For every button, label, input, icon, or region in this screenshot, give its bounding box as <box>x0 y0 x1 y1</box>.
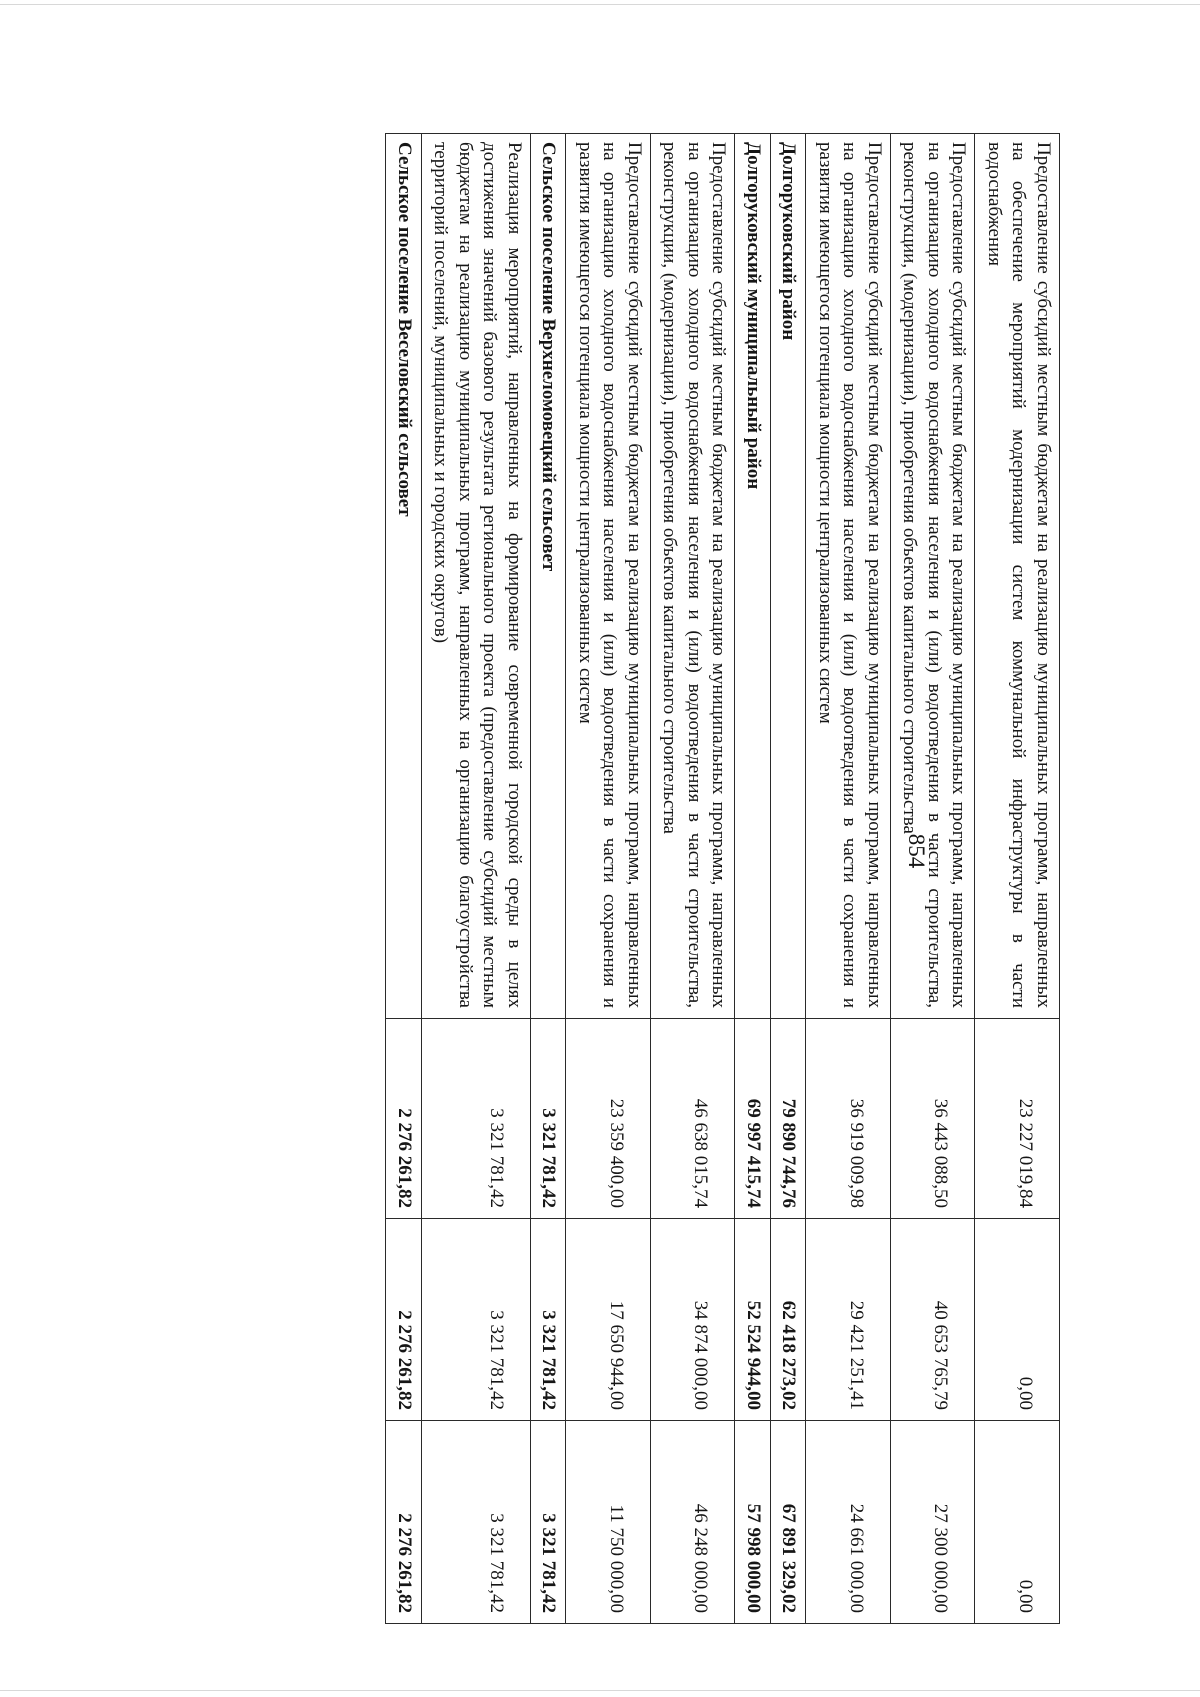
row-name: Долгоруковский район <box>771 134 807 1019</box>
row-value-3: 3 321 781,42 <box>531 1421 567 1624</box>
row-value-2: 34 874 000,00 <box>651 1219 736 1421</box>
row-name: Сельское поселение Верхнеломовецкий сельсовет <box>531 134 567 1019</box>
row-value-2: 2 276 261,82 <box>386 1219 422 1421</box>
row-value-1: 79 890 744,76 <box>771 1019 807 1219</box>
table-row-settlement <box>531 134 567 1624</box>
row-value-3: 11 750 000,00 <box>566 1421 651 1624</box>
row-value-2: 29 421 251,41 <box>806 1219 891 1421</box>
row-name: Предоставление субсидий местным бюджетам на реализацию муниципальных программ, направленных на обеспечение мероприятий модернизации систем коммунальной инфраструктуры в части водоснабжения <box>975 134 1060 1019</box>
row-value-1: 3 321 781,42 <box>422 1019 531 1219</box>
rotated-table-wrapper <box>386 133 1061 1623</box>
table-row <box>891 134 976 1624</box>
row-value-1: 36 919 009,98 <box>806 1019 891 1219</box>
row-value-3: 27 300 000,00 <box>891 1421 976 1624</box>
page-top-edge <box>0 4 1200 5</box>
row-name: Предоставление субсидий местным бюджетам на реализацию муниципальных программ, направленных на организацию холодного водоснабжения населения и (или) водоотведения в части сохранения и развития имеющегося потенциала мощности централизованных систем <box>566 134 651 1019</box>
table-row <box>975 134 1060 1624</box>
table-row <box>806 134 891 1624</box>
budget-table-body <box>386 134 1060 1624</box>
table-row-district <box>771 134 807 1624</box>
row-name: Предоставление субсидий местным бюджетам на реализацию муниципальных программ, направленных на организацию холодного водоснабжения населения и (или) водоотведения в части строительства, реконструкции, (модернизации), приобретения объектов капитального строительства <box>891 134 976 1019</box>
row-value-3: 67 891 329,02 <box>771 1421 807 1624</box>
row-value-1: 46 638 015,74 <box>651 1019 736 1219</box>
row-value-1: 36 443 088,50 <box>891 1019 976 1219</box>
row-value-1: 3 321 781,42 <box>531 1019 567 1219</box>
row-name: Реализация мероприятий, направленных на формирование современной городской среды в целях достижения значений базового результата регионального проекта (предоставление субсидий местным бюджетам на реализацию муниципальных программ, направленных на организацию благоустройства территорий поселений, муниципальных и городских округов) <box>422 134 531 1019</box>
row-value-2: 3 321 781,42 <box>422 1219 531 1421</box>
table-row-settlement <box>386 134 422 1624</box>
row-value-2: 52 524 944,00 <box>735 1219 771 1421</box>
row-value-1: 69 997 415,74 <box>735 1019 771 1219</box>
table-row-municipality <box>735 134 771 1624</box>
row-name: Предоставление субсидий местным бюджетам на реализацию муниципальных программ, направленных на организацию холодного водоснабжения населения и (или) водоотведения в части сохранения и развития имеющегося потенциала мощности централизованных систем <box>806 134 891 1019</box>
row-value-1: 23 227 019,84 <box>975 1019 1060 1219</box>
budget-table <box>386 133 1061 1624</box>
table-row <box>651 134 736 1624</box>
page-number: 854 <box>904 833 929 869</box>
row-value-3: 57 998 000,00 <box>735 1421 771 1624</box>
row-name: Долгоруковский муниципальный район <box>735 134 771 1019</box>
row-value-2: 40 653 765,79 <box>891 1219 976 1421</box>
row-value-3: 3 321 781,42 <box>422 1421 531 1624</box>
row-name: Предоставление субсидий местным бюджетам на реализацию муниципальных программ, направленных на организацию холодного водоснабжения населения и (или) водоотведения в части строительства, реконструкции, (модернизации), приобретения объектов капитального строительства <box>651 134 736 1019</box>
row-value-2: 62 418 273,02 <box>771 1219 807 1421</box>
row-value-2: 3 321 781,42 <box>531 1219 567 1421</box>
table-row <box>422 134 531 1624</box>
row-value-3: 0,00 <box>975 1421 1060 1624</box>
row-value-3: 46 248 000,00 <box>651 1421 736 1624</box>
page-bottom-edge <box>0 1690 1200 1691</box>
row-value-1: 23 359 400,00 <box>566 1019 651 1219</box>
table-row <box>566 134 651 1624</box>
row-value-2: 17 650 944,00 <box>566 1219 651 1421</box>
row-value-1: 2 276 261,82 <box>386 1019 422 1219</box>
row-value-3: 24 661 000,00 <box>806 1421 891 1624</box>
row-value-3: 2 276 261,82 <box>386 1421 422 1624</box>
row-value-2: 0,00 <box>975 1219 1060 1421</box>
row-name: Сельское поселение Веселовский сельсовет <box>386 134 422 1019</box>
